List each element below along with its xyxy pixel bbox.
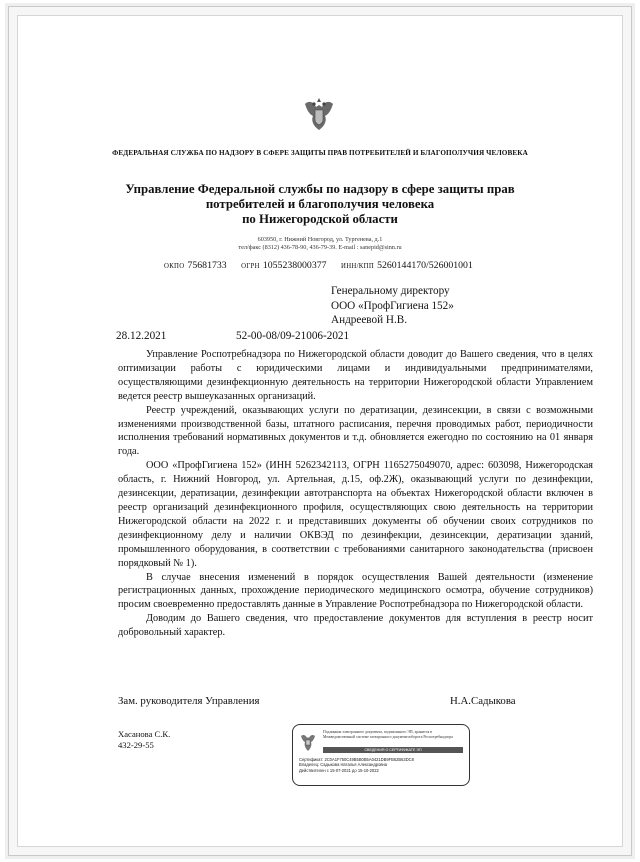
department-name (46, 182, 594, 227)
signatory-title: Зам. руководителя Управления (118, 695, 260, 707)
letter-page (46, 40, 594, 820)
emblem-icon (299, 731, 317, 753)
paragraph: В случае внесения изменений в порядок осуществления Вашей деятельности (изменение регистрационных данных, прохождение периодического медицинского осмотра, обучение сотрудников) просим своевременно предоставлять данные в Управление Роспотребнадзора по Нижегородской области. (118, 571, 593, 611)
okpo-label: ОКПО (164, 263, 185, 270)
signatory-name: Н.А.Садыкова (450, 695, 516, 707)
executor-phone: 432-29-55 (118, 740, 154, 750)
department-line: потребителей и благополучия человека (205, 197, 435, 211)
contact-line: тел/факс (8312) 436-78-90, 436-79-39. E-mail : sanepid@sinn.ru (238, 244, 402, 251)
paragraph: ООО «ПрофГигиена 152» (ИНН 5262342113, ОГРН 1165275049070, адрес: 603098, Нижегородская область, г. Нижний Новгород, ул. Артельная, д.15, оф.2Ж), оказывающий услуги по дезинфекции, дезинсекции, дератизации, дезинфекции автотранспорта на объектах Нижегородской области включен в реестр организаций дезинфекционного профиля, осуществляющих свою деятельность на территории Нижегородской области на 2022 г. и представивших документы об обучении своих сотрудников по дезинфекционному делу и наличии ОКВЭД по дезинфекции, дезинсекции, дератизации зданий, промышленного оборудования, в соответствии с требованиями санитарного законодательства (присвоен порядковый № 1). (118, 460, 593, 569)
executor-block (118, 729, 170, 751)
paragraph: Реестр учреждений, оказывающих услуги по дератизации, дезинсекции, в связи с возможными изменениями производственной базы, штатного расписания, перечня проводимых работ, периодичности исполнения требований нормативных документов и т.д. обновляется ежегодно по состоянию на 01 января года. (118, 404, 593, 458)
recipient-position: Генеральному директору (331, 285, 450, 297)
recipient-name: Андреевой Н.В. (331, 314, 408, 326)
department-line: Управление Федеральной службы по надзору в сфере защиты прав (125, 182, 515, 196)
okpo-value: 75681733 (187, 260, 227, 271)
department-line: по Нижегородской области (242, 212, 398, 226)
paragraph: Доводим до Вашего сведения, что предоставление документов для вступления в реестр носит добровольный характер. (118, 613, 593, 639)
recipient-block (331, 284, 454, 328)
letter-date: 28.12.2021 (116, 330, 167, 342)
certificate-validity: Действителен с 15-07-2021 до 15-10-2022 (299, 767, 379, 773)
coat-of-arms-icon (301, 94, 337, 134)
inn-label: ИНН/КПП (340, 263, 375, 270)
ogrn-value: 1055238000377 (262, 260, 327, 271)
letter-number: 52-00-08/09-21006-2021 (236, 330, 350, 342)
stamp-text: Подлинник электронного документа, подписанного ЭП, хранится в Межведомственной системе электронного документооборота Роспотребнадзора (323, 730, 453, 739)
inn-kpp-value: 5260144170/526001001 (377, 260, 473, 271)
paragraph: Управление Роспотребнадзора по Нижегородской области доводит до Вашего сведения, что в целях оптимизации работы с юридическими лицами и индивидуальными предпринимателями, осуществляющими дезинфекционную деятельность на территории Нижегородской области Управлением ведется реестр вышеуказанных организаций. (118, 349, 593, 402)
executor-name: Хасанова С.К. (118, 729, 171, 739)
agency-address (46, 236, 594, 252)
letter-body (118, 348, 593, 640)
stamp-header-bar: СВЕДЕНИЯ О СЕРТИФИКАТЕ ЭП (323, 747, 463, 753)
electronic-signature-stamp (292, 724, 470, 786)
ogrn-label: ОГРН (241, 263, 260, 270)
recipient-company: ООО «ПрофГигиена 152» (331, 299, 454, 312)
stamp-details (299, 757, 463, 773)
certificate-owner: Владелец: Садыкова Наталья Александровна (299, 762, 388, 768)
agency-name: ФЕДЕРАЛЬНАЯ СЛУЖБА ПО НАДЗОРУ В СФЕРЕ ЗАЩИТЫ ПРАВ ПОТРЕБИТЕЛЕЙ И БЛАГОПОЛУЧИЯ ЧЕЛОВЕКА (112, 149, 528, 157)
certificate-id: Сертификат: 2C0A1F750C49B5B0B5A0421DB9FB62B63DC8 (299, 757, 414, 762)
address-line: 603950, г. Нижний Новгород, ул. Тургенева, д.1 (257, 236, 383, 243)
registration-codes (164, 260, 473, 271)
